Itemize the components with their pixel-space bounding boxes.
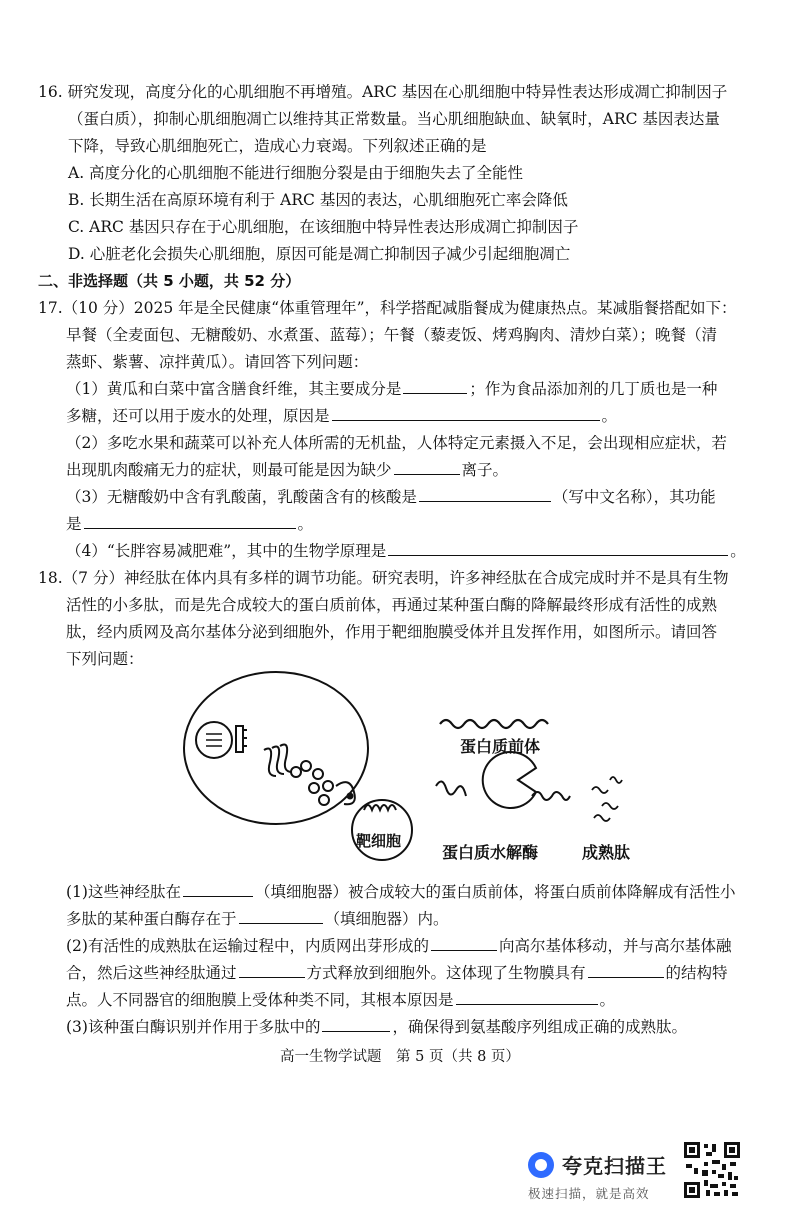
q17-part4-line-1 <box>66 539 746 563</box>
quark-logo-icon <box>528 1152 554 1178</box>
receptor <box>364 805 396 810</box>
peptide-fragment <box>436 781 466 796</box>
target-cell <box>352 800 412 860</box>
q18-part2-text-f: 点。人不同器官的细胞膜上受体种类不同，其根本原因是 <box>66 991 454 1009</box>
mature-peptide <box>602 803 618 809</box>
vesicle <box>323 781 333 791</box>
q18-part3-line-1 <box>66 1015 687 1039</box>
q17-part2-line-2 <box>66 458 508 482</box>
answer-blank[interactable] <box>403 377 467 394</box>
q18-part1-line-1 <box>66 880 735 904</box>
q17-part3-text-b: （写中文名称），其功能 <box>552 488 716 506</box>
hydrolase-enzyme <box>483 752 536 808</box>
q16-option-a: A. 高度分化的心肌细胞不能进行细胞分裂是由于细胞失去了全能性 <box>68 164 524 182</box>
answer-blank[interactable] <box>183 880 253 897</box>
q17-part2-line-1: （2）多吃水果和蔬菜可以补充人体所需的无机盐，人体特定元素摄入不足，会出现相应症状，若 <box>66 434 727 452</box>
q18-part2-text-g: 。 <box>599 991 616 1009</box>
qr-code-icon <box>682 1140 742 1200</box>
q17-part1-line-2 <box>66 404 617 428</box>
secreting-cell <box>184 672 368 824</box>
q17-part2-text-b: 出现肌肉酸痛无力的症状，则最可能是因为缺少 <box>66 461 392 479</box>
q16-option-c: C. ARC 基因只存在于心肌细胞，在该细胞中特异性表达形成凋亡抑制因子 <box>68 218 579 236</box>
vesicle <box>301 761 311 771</box>
q18-part2-text-c: 合，然后这些神经肽通过 <box>66 964 237 982</box>
q18-part2-line-3 <box>66 988 615 1012</box>
vesicle <box>291 767 301 777</box>
answer-blank[interactable] <box>239 961 305 978</box>
vesicle <box>309 783 319 793</box>
q18-part3-text-a: (3)该种蛋白酶识别并作用于多肽中的 <box>66 1018 321 1036</box>
mature-peptide <box>592 787 608 793</box>
page-footer: 高一生物学试题 第 5 页（共 8 页） <box>280 1049 520 1065</box>
q17-part3-text-c: 是 <box>66 515 82 533</box>
q18-part2-line-2 <box>66 961 728 985</box>
q18-part3-text-b: ，确保得到氨基酸序列组成正确的成熟肽。 <box>392 1018 687 1036</box>
answer-blank[interactable] <box>431 934 497 951</box>
vesicle <box>319 795 329 805</box>
q18-part2-line-1 <box>66 934 731 958</box>
q18-part2-text-a: (2)有活性的成熟肽在运输过程中，内质网出芽形成的 <box>66 937 429 955</box>
scanner-app-name: 夸克扫描王 <box>562 1154 667 1178</box>
q18-intro-line-1: 18.（7 分）神经肽在体内具有多样的调节功能。研究表明，许多神经肽在合成完成时并不是具有生物 <box>38 569 729 587</box>
mature-peptide <box>594 815 610 821</box>
answer-blank[interactable] <box>388 539 728 556</box>
q17-part1-text-d: 。 <box>601 407 618 425</box>
q16-stem-line-1: 16. 研究发现，高度分化的心肌细胞不再增殖。ARC 基因在心肌细胞中特异性表达形成凋亡抑制因子 <box>38 83 728 101</box>
q18-part1-text-a: (1)这些神经肽在 <box>66 883 181 901</box>
q18-part1-line-2 <box>66 907 449 931</box>
q17-part4-text-b: 。 <box>730 542 746 560</box>
q18-part2-text-b: 向高尔基体移动，并与高尔基体融 <box>498 937 732 955</box>
endoplasmic-reticulum <box>236 726 243 752</box>
q18-intro-line-3: 肽，经内质网及高尔基体分泌到细胞外，作用于靶细胞膜受体并且发挥作用，如图所示。请回答 <box>66 623 718 641</box>
answer-blank[interactable] <box>588 961 664 978</box>
q17-part3-text-a: （3）无糖酸奶中含有乳酸菌，乳酸菌含有的核酸是 <box>66 488 417 506</box>
neuropeptide-figure <box>178 668 698 868</box>
answer-blank[interactable] <box>239 907 323 924</box>
q17-part1-line-1 <box>66 377 717 401</box>
q18-part1-text-b: （填细胞器）被合成较大的蛋白质前体，将蛋白质前体降解成有活性小 <box>254 883 736 901</box>
label-mature-peptide: 成熟肽 <box>582 843 631 862</box>
q16-stem-line-2: （蛋白质），抑制心肌细胞凋亡以维持其正常数量。当心肌细胞缺血、缺氧时，ARC 基因表达量 <box>68 110 720 128</box>
q17-part1-text-c: 多糖，还可以用于废水的处理，原因是 <box>66 407 330 425</box>
q16-option-d: D. 心脏老化会损失心肌细胞，原因可能是凋亡抑制因子减少引起细胞凋亡 <box>68 245 571 263</box>
mature-peptide <box>610 777 622 783</box>
answer-blank[interactable] <box>322 1015 390 1032</box>
vesicle <box>313 769 323 779</box>
q16-option-b: B. 长期生活在高原环境有利于 ARC 基因的表达，心肌细胞死亡率会降低 <box>68 191 568 209</box>
q18-intro-line-2: 活性的小多肽，而是先合成较大的蛋白质前体，再通过某种蛋白酶的降解最终形成有活性的成熟 <box>66 596 718 614</box>
answer-blank[interactable] <box>419 485 551 502</box>
label-hydrolase: 蛋白质水解酶 <box>442 843 539 862</box>
q18-part1-text-d: （填细胞器）内。 <box>324 910 449 928</box>
q17-intro-line-1: 17.（10 分）2025 年是全民健康“体重管理年”，科学搭配减脂餐成为健康热点。某减脂餐搭配如下： <box>38 299 737 317</box>
peptide-fragment <box>532 792 570 800</box>
answer-blank[interactable] <box>332 404 600 421</box>
q16-stem-line-3: 下降，导致心肌细胞死亡，造成心力衰竭。下列叙述正确的是 <box>68 137 487 155</box>
q18-intro-line-4: 下列问题： <box>66 650 144 668</box>
q17-part3-text-d: 。 <box>297 515 314 533</box>
q17-part4-text-a: （4）“长胖容易减肥难”，其中的生物学原理是 <box>66 542 387 560</box>
label-target-cell: 靶细胞 <box>356 832 402 850</box>
answer-blank[interactable] <box>456 988 598 1005</box>
q17-part3-line-2 <box>66 512 313 536</box>
answer-blank[interactable] <box>84 512 296 529</box>
scanner-slogan: 极速扫描，就是高效 <box>528 1186 650 1201</box>
q18-part1-text-c: 多肽的某种蛋白酶存在于 <box>66 910 237 928</box>
q17-part3-line-1 <box>66 485 716 509</box>
answer-blank[interactable] <box>394 458 460 475</box>
q18-part2-text-e: 的结构特 <box>665 964 728 982</box>
q17-part1-text-b: ；作为食品添加剂的几丁质也是一种 <box>469 380 718 398</box>
q17-part2-text-c: 离子。 <box>461 461 509 479</box>
q17-intro-line-3: 蒸虾、紫薯、凉拌黄瓜）。请回答下列问题： <box>66 353 369 371</box>
golgi-apparatus <box>264 749 276 777</box>
section-heading: 二、非选择题（共 5 小题，共 52 分） <box>38 272 301 290</box>
q18-part2-text-d: 方式释放到细胞外。这体现了生物膜具有 <box>306 964 586 982</box>
figure-drawing <box>178 668 698 868</box>
protein-precursor-chain <box>440 720 548 728</box>
q17-intro-line-2: 早餐（全麦面包、无糖酸奶、水煮蛋、蓝莓）；午餐（藜麦饭、烤鸡胸肉、清炒白菜）；晚餐（清 <box>66 326 718 344</box>
q17-part1-text-a: （1）黄瓜和白菜中富含膳食纤维，其主要成分是 <box>66 380 402 398</box>
scanner-watermark <box>528 1150 678 1206</box>
label-protein-precursor: 蛋白质前体 <box>460 737 541 756</box>
